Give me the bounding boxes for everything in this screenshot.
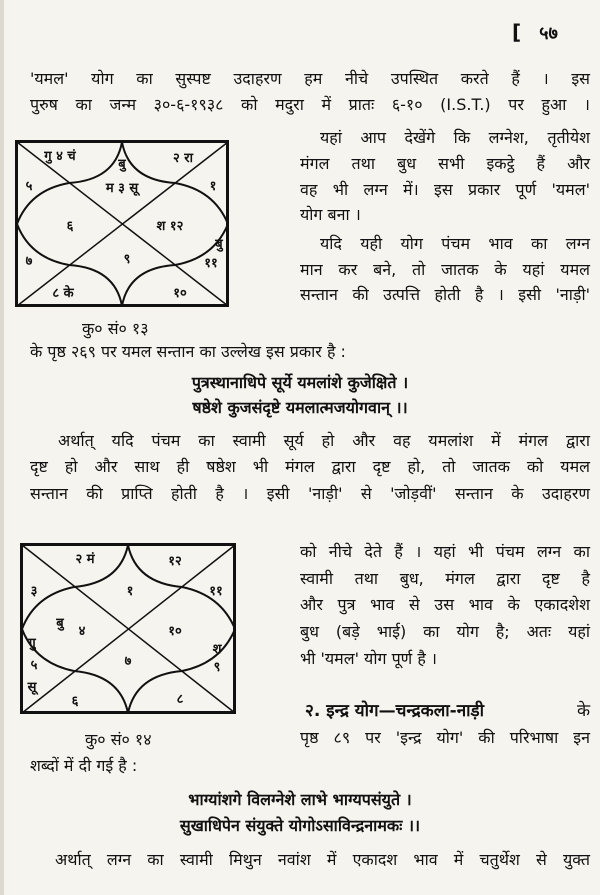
para2-line-4: के पृष्ठ २६९ पर यमल सन्तान का उल्लेख इस प्रकार है : [30, 342, 346, 361]
intro-line-2: पुरुष का जन्म ३०-६-१९३८ को मदुरा में प्रातः ६-१० (I.S.T.) पर हुआ । [30, 95, 590, 114]
house-2: २ मं [75, 552, 95, 567]
section-heading-text: २. इन्द्र योग—चन्द्रकला-नाड़ी [305, 701, 485, 721]
section-heading-indra-yoga [305, 700, 590, 722]
section2-line-1: पृष्ठ ८९ पर 'इन्द्र योग' की परिभाषा इन [300, 728, 590, 747]
para3-line-5: स्वामी तथा बुध, मंगल द्वारा दृष्ट है [300, 569, 590, 588]
shloka2-line-2: सुखाधिपेन संयुक्ते योगोऽसाविन्द्रनामकः ।। [179, 816, 421, 835]
para1-line-3: वह भी लग्न में। इस प्रकार पूर्ण 'यमल' [300, 180, 590, 199]
house-5: ५ [25, 179, 33, 194]
house-4-planet: बु [56, 616, 64, 631]
house-9: ९ [123, 252, 131, 267]
house-7: ७ [25, 254, 33, 269]
house-2: २ रा [173, 151, 193, 166]
house-11-planet: बु [215, 237, 223, 252]
para2-line-3: सन्तान की उत्पत्ति होती है । इसी 'नाड़ी' [300, 285, 590, 304]
para3-line-3: सन्तान की प्राप्ति होती है । इसी 'नाड़ी' से 'जोड़वीं' सन्तान के उदाहरण [30, 484, 590, 503]
house-3: ३ [30, 584, 38, 599]
house-10: १० [168, 624, 182, 639]
house-8: ८ [176, 692, 184, 707]
section-heading-tail: के [576, 701, 590, 721]
house-11: ११ [209, 584, 223, 599]
intro-line-1: 'यमल' योग का सुस्पष्ट उदाहरण हम नीचे उपस्थित करते हैं । इस [30, 69, 590, 88]
para2-line-2: मान कर बने, तो जातक के यहां यमल [300, 260, 590, 279]
chart-13-caption: कु० सं० १३ [82, 319, 149, 338]
house-12: श १२ [156, 219, 184, 234]
para3-line-2: दृष्ट हो और साथ ही षष्ठेश भी मंगल द्वारा दृष्ट हो, तो जातक को यमल [30, 457, 590, 476]
para3-line-7: बुध (बड़े भाई) का योग है; अतः यहां [300, 622, 590, 641]
horoscope-chart-14 [20, 543, 237, 715]
house-9-planet: श [212, 642, 222, 657]
house-5: ५ [30, 658, 38, 673]
page-number-value: ५७ [539, 23, 558, 44]
chart-14-caption: कु० सं० १४ [85, 730, 152, 749]
house-12: १२ [168, 554, 182, 569]
house-3-planet: बु [118, 157, 126, 172]
para3-line-8: भी 'यमल' योग पूर्ण है । [300, 649, 437, 668]
shloka1-line-1: पुत्रस्थानाधिपे सूर्ये यमलांशे कुजेक्षिते । [191, 373, 409, 392]
bracket: [ [512, 20, 522, 44]
para3-line-6: और पुत्र भाव से उस भाव के एकादशेश [300, 595, 590, 614]
para2-line-1: यदि यही योग पंचम भाव का लग्न [320, 234, 590, 253]
house-7: ७ [124, 654, 132, 669]
para3-line-4: को नीचे देते हैं । यहां भी पंचम लग्न का [300, 542, 590, 561]
para1-line-2: मंगल तथा बुध सभी इकट्ठे हैं और [300, 154, 590, 173]
house-5-planet: गु [28, 636, 36, 651]
house-11: ११ [204, 256, 218, 271]
house-8: ८ के [52, 286, 74, 301]
house-4: गु ४ चं [44, 149, 76, 164]
house-4: ४ [78, 624, 86, 639]
para3-line-1: अर्थात् यदि पंचम का स्वामी सूर्य हो और वह यमलांश में मंगल द्वारा [58, 431, 590, 450]
house-6: ६ [71, 694, 79, 709]
house-3: म ३ सू [105, 181, 139, 196]
para1-line-1: यहां आप देखेंगे कि लग्नेश, तृतीयेश [320, 128, 590, 147]
section2-line-2: शब्दों में दी गई है : [30, 756, 138, 775]
para1-line-4: योग बना । [300, 205, 361, 224]
house-10: १० [173, 286, 187, 301]
house-1: १ [209, 179, 217, 194]
page-edge-shadow [0, 0, 4, 895]
house-5-planet: सू [27, 680, 37, 695]
house-9: ९ [213, 660, 221, 675]
shloka2-line-1: भाग्यांशगे विलग्नेशे लाभे भाग्यपसंयुते । [188, 790, 412, 809]
horoscope-chart-13 [15, 140, 230, 308]
shloka1-line-2: षष्ठेशे कुजसंदृष्टे यमलात्मजयोगवान् ।। [192, 398, 408, 417]
page-number [512, 20, 558, 45]
house-1: १ [126, 584, 134, 599]
house-6: ६ [66, 219, 74, 234]
para4-line-1: अर्थात् लग्न का स्वामी मिथुन नवांश में एकादश भाव में चतुर्थेश से युक्त [55, 850, 590, 869]
